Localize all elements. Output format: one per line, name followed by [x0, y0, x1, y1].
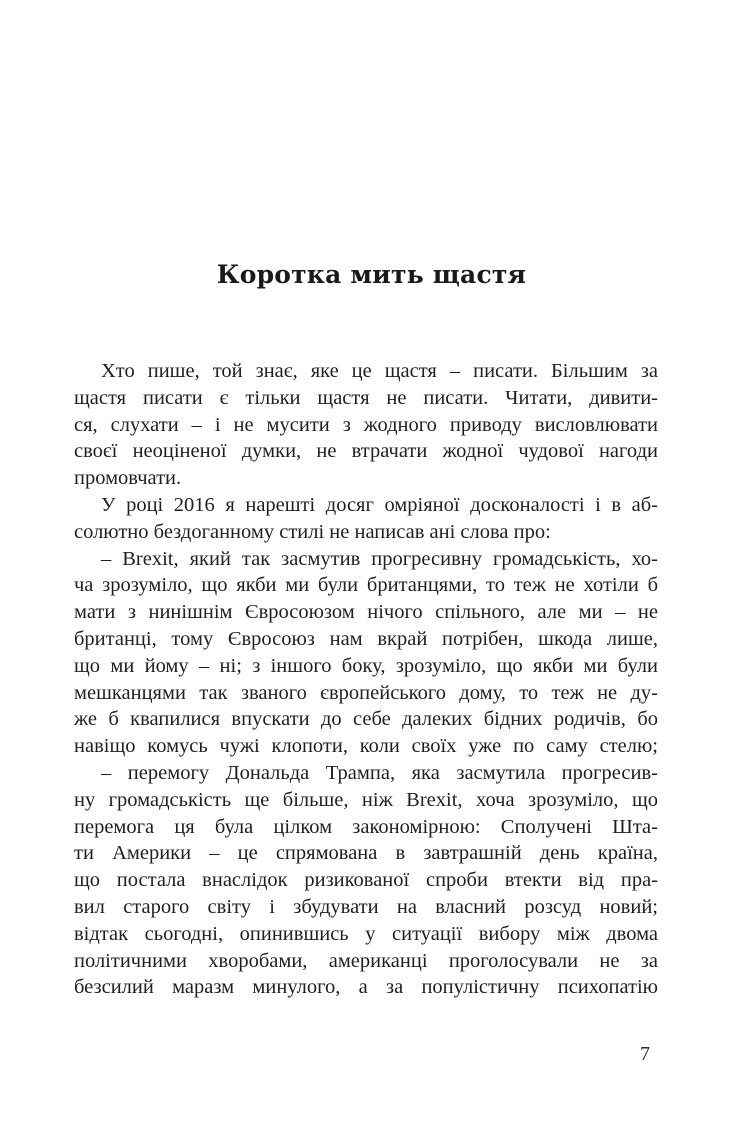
page-number: 7 [640, 1043, 650, 1065]
text-line: політичними хворобами, американці проголосували не за [74, 949, 658, 972]
text-line: навіщо комусь чужі клопоти, коли своїх уже по саму стелю; [74, 735, 658, 758]
text-line: своєї неоціненої думки, не втрачати жодної чудової нагоди [74, 440, 658, 463]
text-line: британці, тому Євросоюз нам вкрай потрібен, шкода лише, [74, 627, 658, 650]
text-line: щастя писати є тільки щастя не писати. Читати, дивити- [74, 386, 658, 409]
text-line: Хто пише, той знає, яке це щастя – писати. Більшим за [101, 360, 658, 382]
text-line: відтак сьогодні, опинившись у ситуації вибору між двома [74, 922, 658, 945]
text-line: У році 2016 я нарешті досяг омріяної досконалості і в аб- [101, 493, 658, 516]
text-line: мати з нинішнім Євросоюзом нічого спільного, але ми – не [74, 601, 658, 624]
chapter-title: Коротка мить щастя [216, 259, 527, 289]
text-line: ся, слухати – і не мусити з жодного приводу висловлювати [74, 413, 658, 436]
text-line: промовчати. [74, 467, 182, 490]
text-line: що постала внаслідок ризикованої спроби втекти від пра- [74, 869, 658, 892]
text-line: солютно бездоганному стилі не написав ані слова про: [74, 520, 551, 543]
text-line: вил старого світу і збудувати на власний розсуд новий; [74, 895, 658, 918]
text-line: же б квапилися впускати до себе далеких бідних родичів, бо [74, 708, 658, 731]
text-line: ну громадськість ще більше, ніж Brexit, хоча зрозуміло, що [74, 788, 658, 811]
text-line: мешканцями так званого європейського дому, то теж не ду- [74, 681, 658, 704]
text-line: що ми йому – ні; з іншого боку, зрозуміло, що якби ми були [74, 654, 658, 677]
text-line: безсилий маразм минулого, а за популістичну психопатію [74, 976, 658, 999]
body-text [74, 358, 658, 1001]
text-line: – перемогу Дональда Трампа, яка засмутила прогресив- [101, 761, 658, 784]
text-line: перемога ця була цілком закономірною: Сполучені Шта- [74, 815, 658, 838]
text-line: – Brexit, який так засмутив прогресивну громадськість, хо- [101, 547, 658, 570]
text-line: ча зрозуміло, що якби ми були британцями, то теж не хотіли б [74, 574, 658, 597]
text-line: ти Америки – це спрямована в завтрашній день країна, [74, 842, 658, 865]
